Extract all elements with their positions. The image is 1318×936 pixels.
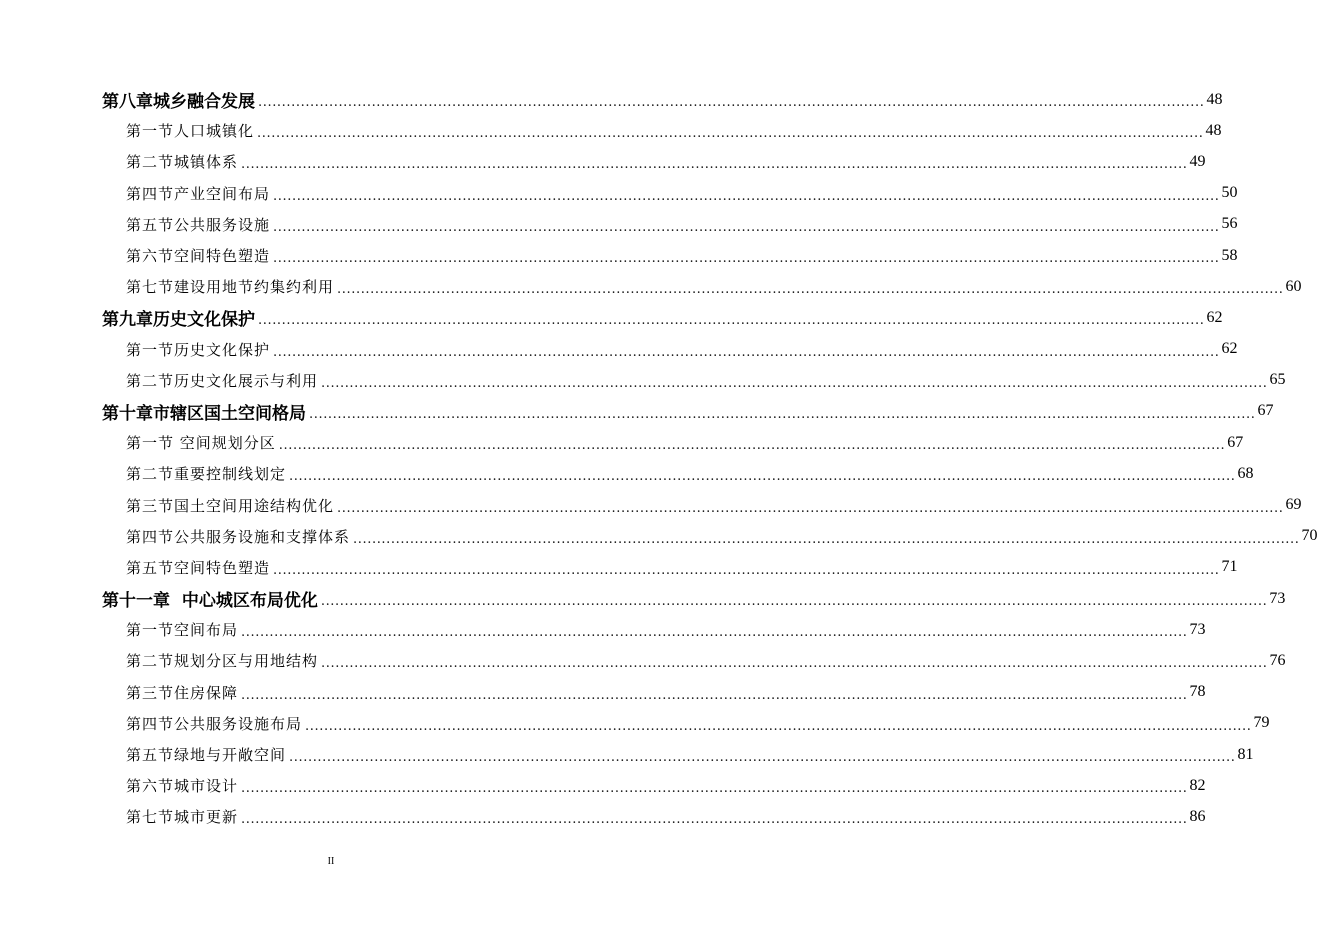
dot-leader: ........................................................................................................................................................................................................	[289, 750, 1236, 766]
page-number: 82	[1189, 776, 1206, 794]
chapter-number: 第十一章	[102, 591, 170, 612]
section-title: 产业空间布局	[174, 184, 271, 203]
page-number: 58	[1221, 246, 1238, 264]
dot-leader: ........................................................................................................................................................................................................	[241, 781, 1188, 797]
dot-leader: ........................................................................................................................................................................................................	[241, 157, 1188, 173]
chapter-title: 中心城区布局优化	[170, 591, 318, 612]
dot-leader: ........................................................................................................................................................................................................	[320, 594, 1268, 610]
toc-section-row[interactable]	[0, 115, 1222, 146]
section-title: 历史文化展示与利用	[174, 371, 319, 390]
toc-section-row[interactable]	[0, 271, 1302, 302]
section-number: 第五节	[126, 215, 175, 234]
section-number: 第三节	[126, 496, 175, 515]
dot-leader: ........................................................................................................................................................................................................	[289, 469, 1236, 485]
dot-leader: ........................................................................................................................................................................................................	[241, 812, 1188, 828]
toc-section-row[interactable]	[0, 365, 1286, 396]
section-number: 第二节	[126, 371, 175, 390]
page-number: 78	[1189, 683, 1206, 701]
dot-leader: ........................................................................................................................................................................................................	[305, 718, 1252, 734]
page-number: 60	[1285, 277, 1302, 295]
section-title: 空间特色塑造	[174, 558, 271, 577]
section-number: 第四节	[126, 527, 175, 546]
section-title: 人口城镇化	[174, 122, 255, 141]
page-number: 68	[1237, 464, 1254, 482]
toc-section-row[interactable]	[0, 614, 1206, 645]
toc-section-row[interactable]	[0, 146, 1206, 177]
page-number: 86	[1189, 807, 1206, 825]
dot-leader: ........................................................................................................................................................................................................	[337, 500, 1284, 516]
section-number: 第一节	[126, 434, 175, 453]
toc-section-row[interactable]	[0, 427, 1244, 458]
toc-chapter-row[interactable]	[0, 84, 1223, 115]
section-number: 第三节	[126, 683, 175, 702]
dot-leader: ........................................................................................................................................................................................................	[241, 687, 1188, 703]
chapter-number: 第十章	[102, 403, 153, 424]
page-number: 71	[1221, 558, 1238, 576]
section-title: 住房保障	[174, 683, 239, 702]
toc-section-row[interactable]	[0, 770, 1206, 801]
page-number: 73	[1269, 589, 1286, 607]
dot-leader: ........................................................................................................................................................................................................	[258, 313, 1205, 329]
dot-leader: ........................................................................................................................................................................................................	[321, 375, 1268, 391]
section-number: 第二节	[126, 652, 175, 671]
page-number: 62	[1221, 340, 1238, 358]
page-footer-number: II	[327, 856, 335, 867]
page-number: 69	[1285, 496, 1302, 514]
page-number: 79	[1253, 714, 1270, 732]
page-number: 70	[1301, 527, 1318, 545]
page-number: 65	[1269, 371, 1286, 389]
toc-section-row[interactable]	[0, 209, 1238, 240]
dot-leader: ........................................................................................................................................................................................................	[321, 656, 1268, 672]
section-title: 城镇体系	[174, 153, 239, 172]
dot-leader: ........................................................................................................................................................................................................	[241, 625, 1188, 641]
dot-leader: ........................................................................................................................................................................................................	[337, 282, 1284, 298]
toc-chapter-row[interactable]	[0, 396, 1274, 427]
section-number: 第四节	[126, 184, 175, 203]
section-title: 空间规划分区	[174, 434, 276, 453]
section-number: 第一节	[126, 122, 175, 141]
section-number: 第五节	[126, 746, 175, 765]
chapter-number: 第九章	[102, 310, 153, 331]
dot-leader: ........................................................................................................................................................................................................	[273, 344, 1220, 360]
toc-section-row[interactable]	[0, 801, 1206, 832]
toc-section-row[interactable]	[0, 552, 1238, 583]
page-number: 49	[1189, 152, 1206, 170]
toc-section-row[interactable]	[0, 334, 1238, 365]
dot-leader: ........................................................................................................................................................................................................	[278, 438, 1226, 454]
section-number: 第七节	[126, 808, 175, 827]
dot-leader: ........................................................................................................................................................................................................	[353, 531, 1300, 547]
toc-section-row[interactable]	[0, 739, 1254, 770]
dot-leader: ........................................................................................................................................................................................................	[273, 188, 1220, 204]
section-title: 绿地与开敞空间	[174, 746, 287, 765]
section-number: 第六节	[126, 247, 175, 266]
toc-section-row[interactable]	[0, 677, 1206, 708]
toc-chapter-row[interactable]	[0, 583, 1286, 614]
dot-leader: ........................................................................................................................................................................................................	[258, 95, 1205, 111]
dot-leader: ........................................................................................................................................................................................................	[273, 251, 1220, 267]
section-title: 城市设计	[174, 777, 239, 796]
toc-section-row[interactable]	[0, 178, 1238, 209]
page-number: 48	[1206, 90, 1223, 108]
section-number: 第一节	[126, 621, 175, 640]
page-number: 56	[1221, 215, 1238, 233]
section-number: 第五节	[126, 558, 175, 577]
section-title: 历史文化保护	[174, 340, 271, 359]
section-title: 城市更新	[174, 808, 239, 827]
section-title: 公共服务设施	[174, 215, 271, 234]
section-title: 国土空间用途结构优化	[174, 496, 335, 515]
section-title: 建设用地节约集约利用	[174, 278, 335, 297]
dot-leader: ........................................................................................................................................................................................................	[309, 406, 1256, 422]
chapter-number: 第八章	[102, 92, 153, 113]
table-of-contents	[0, 84, 1318, 833]
section-number: 第一节	[126, 340, 175, 359]
dot-leader: ........................................................................................................................................................................................................	[257, 126, 1204, 142]
section-title: 空间布局	[174, 621, 239, 640]
section-title: 公共服务设施布局	[174, 714, 303, 733]
section-number: 第七节	[126, 278, 175, 297]
page-number: 81	[1237, 745, 1254, 763]
page-number: 76	[1269, 651, 1286, 669]
toc-section-row[interactable]	[0, 521, 1318, 552]
section-number: 第二节	[126, 465, 175, 484]
chapter-title: 城乡融合发展	[153, 92, 255, 113]
dot-leader: ........................................................................................................................................................................................................	[273, 219, 1220, 235]
toc-section-row[interactable]	[0, 489, 1302, 520]
toc-section-row[interactable]	[0, 645, 1286, 676]
section-number: 第二节	[126, 153, 175, 172]
section-number: 第四节	[126, 714, 175, 733]
page-number: 67	[1227, 433, 1244, 451]
page-number: 73	[1189, 620, 1206, 638]
section-title: 公共服务设施和支撑体系	[174, 527, 351, 546]
toc-section-row[interactable]	[0, 458, 1254, 489]
page-number: 62	[1206, 308, 1223, 326]
section-title: 重要控制线划定	[174, 465, 287, 484]
toc-section-row[interactable]	[0, 240, 1238, 271]
toc-section-row[interactable]	[0, 708, 1270, 739]
page-number: 67	[1257, 402, 1274, 420]
chapter-title: 市辖区国土空间格局	[153, 403, 306, 424]
section-title: 空间特色塑造	[174, 247, 271, 266]
page-number: 50	[1221, 184, 1238, 202]
section-number: 第六节	[126, 777, 175, 796]
toc-chapter-row[interactable]	[0, 302, 1223, 333]
section-title: 规划分区与用地结构	[174, 652, 319, 671]
chapter-title: 历史文化保护	[153, 310, 255, 331]
page-number: 48	[1205, 121, 1222, 139]
dot-leader: ........................................................................................................................................................................................................	[273, 562, 1220, 578]
